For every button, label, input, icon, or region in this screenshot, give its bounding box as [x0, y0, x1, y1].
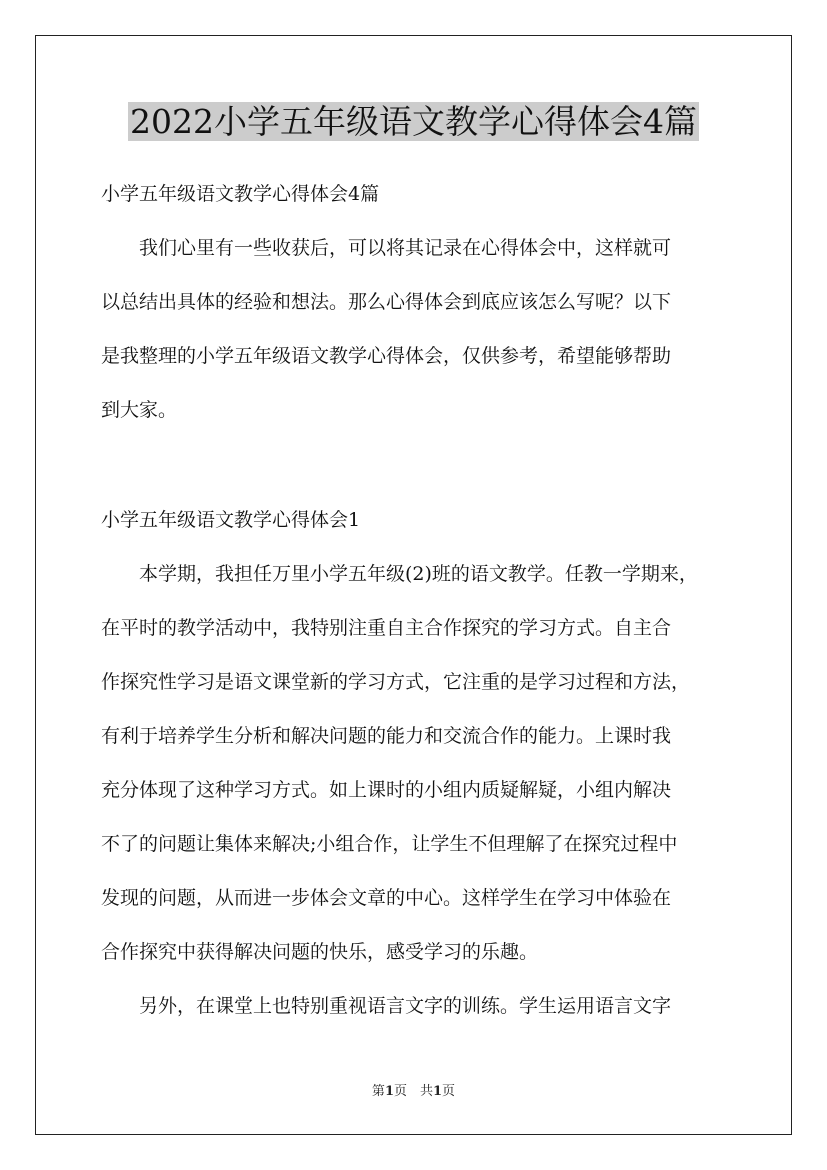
document-title — [0, 98, 827, 146]
section1-line: 在平时的教学活动中，我特别注重自主合作探究的学习方式。自主合 — [101, 617, 672, 639]
section1-line: 本学期，我担任万里小学五年级(2)班的语文教学。任教一学期来， — [101, 563, 698, 585]
section1-line: 发现的问题，从而进一步体会文章的中心。这样学生在学习中体验在 — [101, 887, 672, 909]
intro-line: 我们心里有一些收获后，可以将其记录在心得体会中，这样就可 — [101, 237, 672, 259]
intro-line: 到大家。 — [101, 399, 178, 421]
section1-paragraph-2 — [101, 988, 733, 1042]
document-title-text: 2022小学五年级语文教学心得体会4篇 — [130, 102, 697, 141]
section1-line: 有利于培养学生分析和解决问题的能力和交流合作的能力。上课时我 — [101, 725, 672, 747]
intro-line: 以总结出具体的经验和想法。那么心得体会到底应该怎么写呢？以下 — [101, 291, 672, 313]
page-footer — [0, 1082, 827, 1102]
document-subtitle: 小学五年级语文教学心得体会4篇 — [101, 183, 380, 205]
page-current: 1 — [384, 1084, 394, 1099]
section1-line: 合作探究中获得解决问题的快乐，感受学习的乐趣。 — [101, 941, 539, 963]
intro-line: 是我整理的小学五年级语文教学心得体会，仅供参考，希望能够帮助 — [101, 345, 672, 367]
page-total: 1 — [433, 1084, 443, 1099]
section-heading-1: 小学五年级语文教学心得体会1 — [101, 509, 361, 531]
section1-line: 作探究性学习是语文课堂新的学习方式，它注重的是学习过程和方法， — [101, 671, 691, 693]
page-prefix: 第 — [371, 1084, 385, 1099]
section1-para2-line: 另外，在课堂上也特别重视语言文字的训练。学生运用语言文字 — [101, 995, 672, 1017]
section1-line: 充分体现了这种学习方式。如上课时的小组内质疑解疑，小组内解决 — [101, 779, 672, 801]
section1-line: 不了的问题让集体来解决;小组合作，让学生不但理解了在探究过程中 — [101, 833, 678, 855]
section1-paragraph — [101, 556, 733, 988]
page-mid: 页 共 — [393, 1084, 433, 1099]
page-suffix: 页 — [442, 1084, 456, 1099]
intro-paragraph — [101, 230, 733, 446]
